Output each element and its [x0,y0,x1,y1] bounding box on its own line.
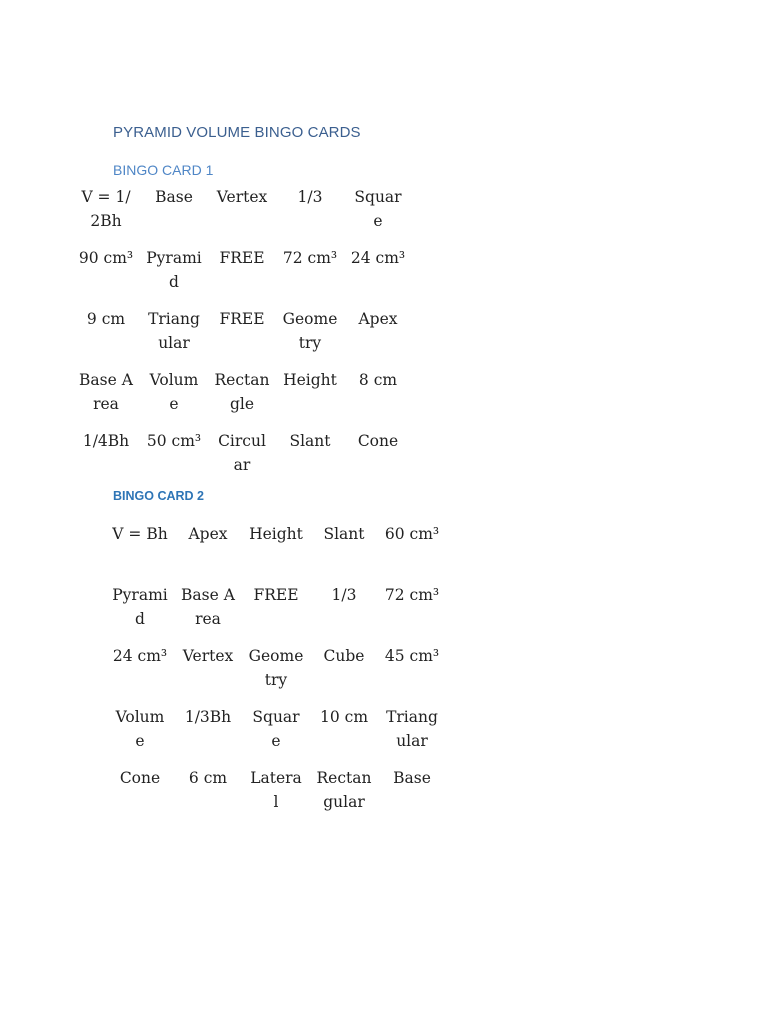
bingo-cell: 60 cm³ [384,525,440,543]
bingo-cell: Base [393,769,431,787]
bingo-cell: Apex [188,525,228,543]
bingo-cell: 90 cm³ [78,249,134,267]
bingo-cell: 72 cm³ [384,586,440,604]
bingo-cell: Base Area [181,586,235,628]
bingo-cell-free: FREE [219,249,265,267]
bingo-cell: 24 cm³ [350,249,406,267]
bingo-card-2-grid [106,522,446,827]
bingo-cell: Slant [323,525,365,543]
bingo-cell: Rectangle [214,371,270,413]
bingo-cell: Height [249,525,303,543]
bingo-cell: Cone [357,432,399,450]
bingo-cell: 1/4Bh [82,432,130,450]
bingo-cell: 50 cm³ [146,432,202,450]
bingo-cell: Slant [289,432,331,450]
bingo-cell: 8 cm [358,371,398,389]
bingo-cell: Apex [358,310,398,328]
bingo-cell-free: FREE [219,310,265,328]
bingo-cell: Geometry [248,647,304,689]
bingo-cell: Vertex [182,647,234,665]
bingo-cell: 1/3 [297,188,323,206]
bingo-cell: Triangular [148,310,200,352]
bingo-card-2-heading: BINGO CARD 2 [113,489,204,503]
bingo-cell: 24 cm³ [112,647,168,665]
bingo-cell: Pyramid [146,249,202,291]
bingo-cell: Cube [323,647,365,665]
bingo-cell: V = 1/2Bh [81,188,131,230]
bingo-card-1-heading: BINGO CARD 1 [113,162,214,178]
bingo-cell: Geometry [282,310,338,352]
document-title: PYRAMID VOLUME BINGO CARDS [113,124,361,141]
bingo-cell: Base Area [79,371,133,413]
bingo-cell: Height [283,371,337,389]
bingo-cell: Square [354,188,402,230]
bingo-cell: Square [252,708,300,750]
bingo-cell: Rectangular [316,769,372,811]
bingo-cell: 9 cm [86,310,126,328]
bingo-cell: Vertex [216,188,268,206]
bingo-card-1-grid [72,185,412,490]
bingo-cell: Volume [115,708,165,750]
bingo-cell: Base [155,188,193,206]
bingo-cell: Volume [149,371,199,413]
bingo-cell: 10 cm [319,708,369,726]
bingo-cell: Triangular [386,708,438,750]
bingo-cell: Circular [218,432,266,474]
bingo-cell-free: FREE [253,586,299,604]
bingo-cell: 45 cm³ [384,647,440,665]
bingo-cell: V = Bh [112,525,168,543]
bingo-cell: Lateral [250,769,302,811]
bingo-cell: 6 cm [188,769,228,787]
bingo-cell: Cone [119,769,161,787]
bingo-cell: 1/3Bh [184,708,232,726]
bingo-cell: 1/3 [331,586,357,604]
bingo-cell: Pyramid [112,586,168,628]
bingo-cell: 72 cm³ [282,249,338,267]
